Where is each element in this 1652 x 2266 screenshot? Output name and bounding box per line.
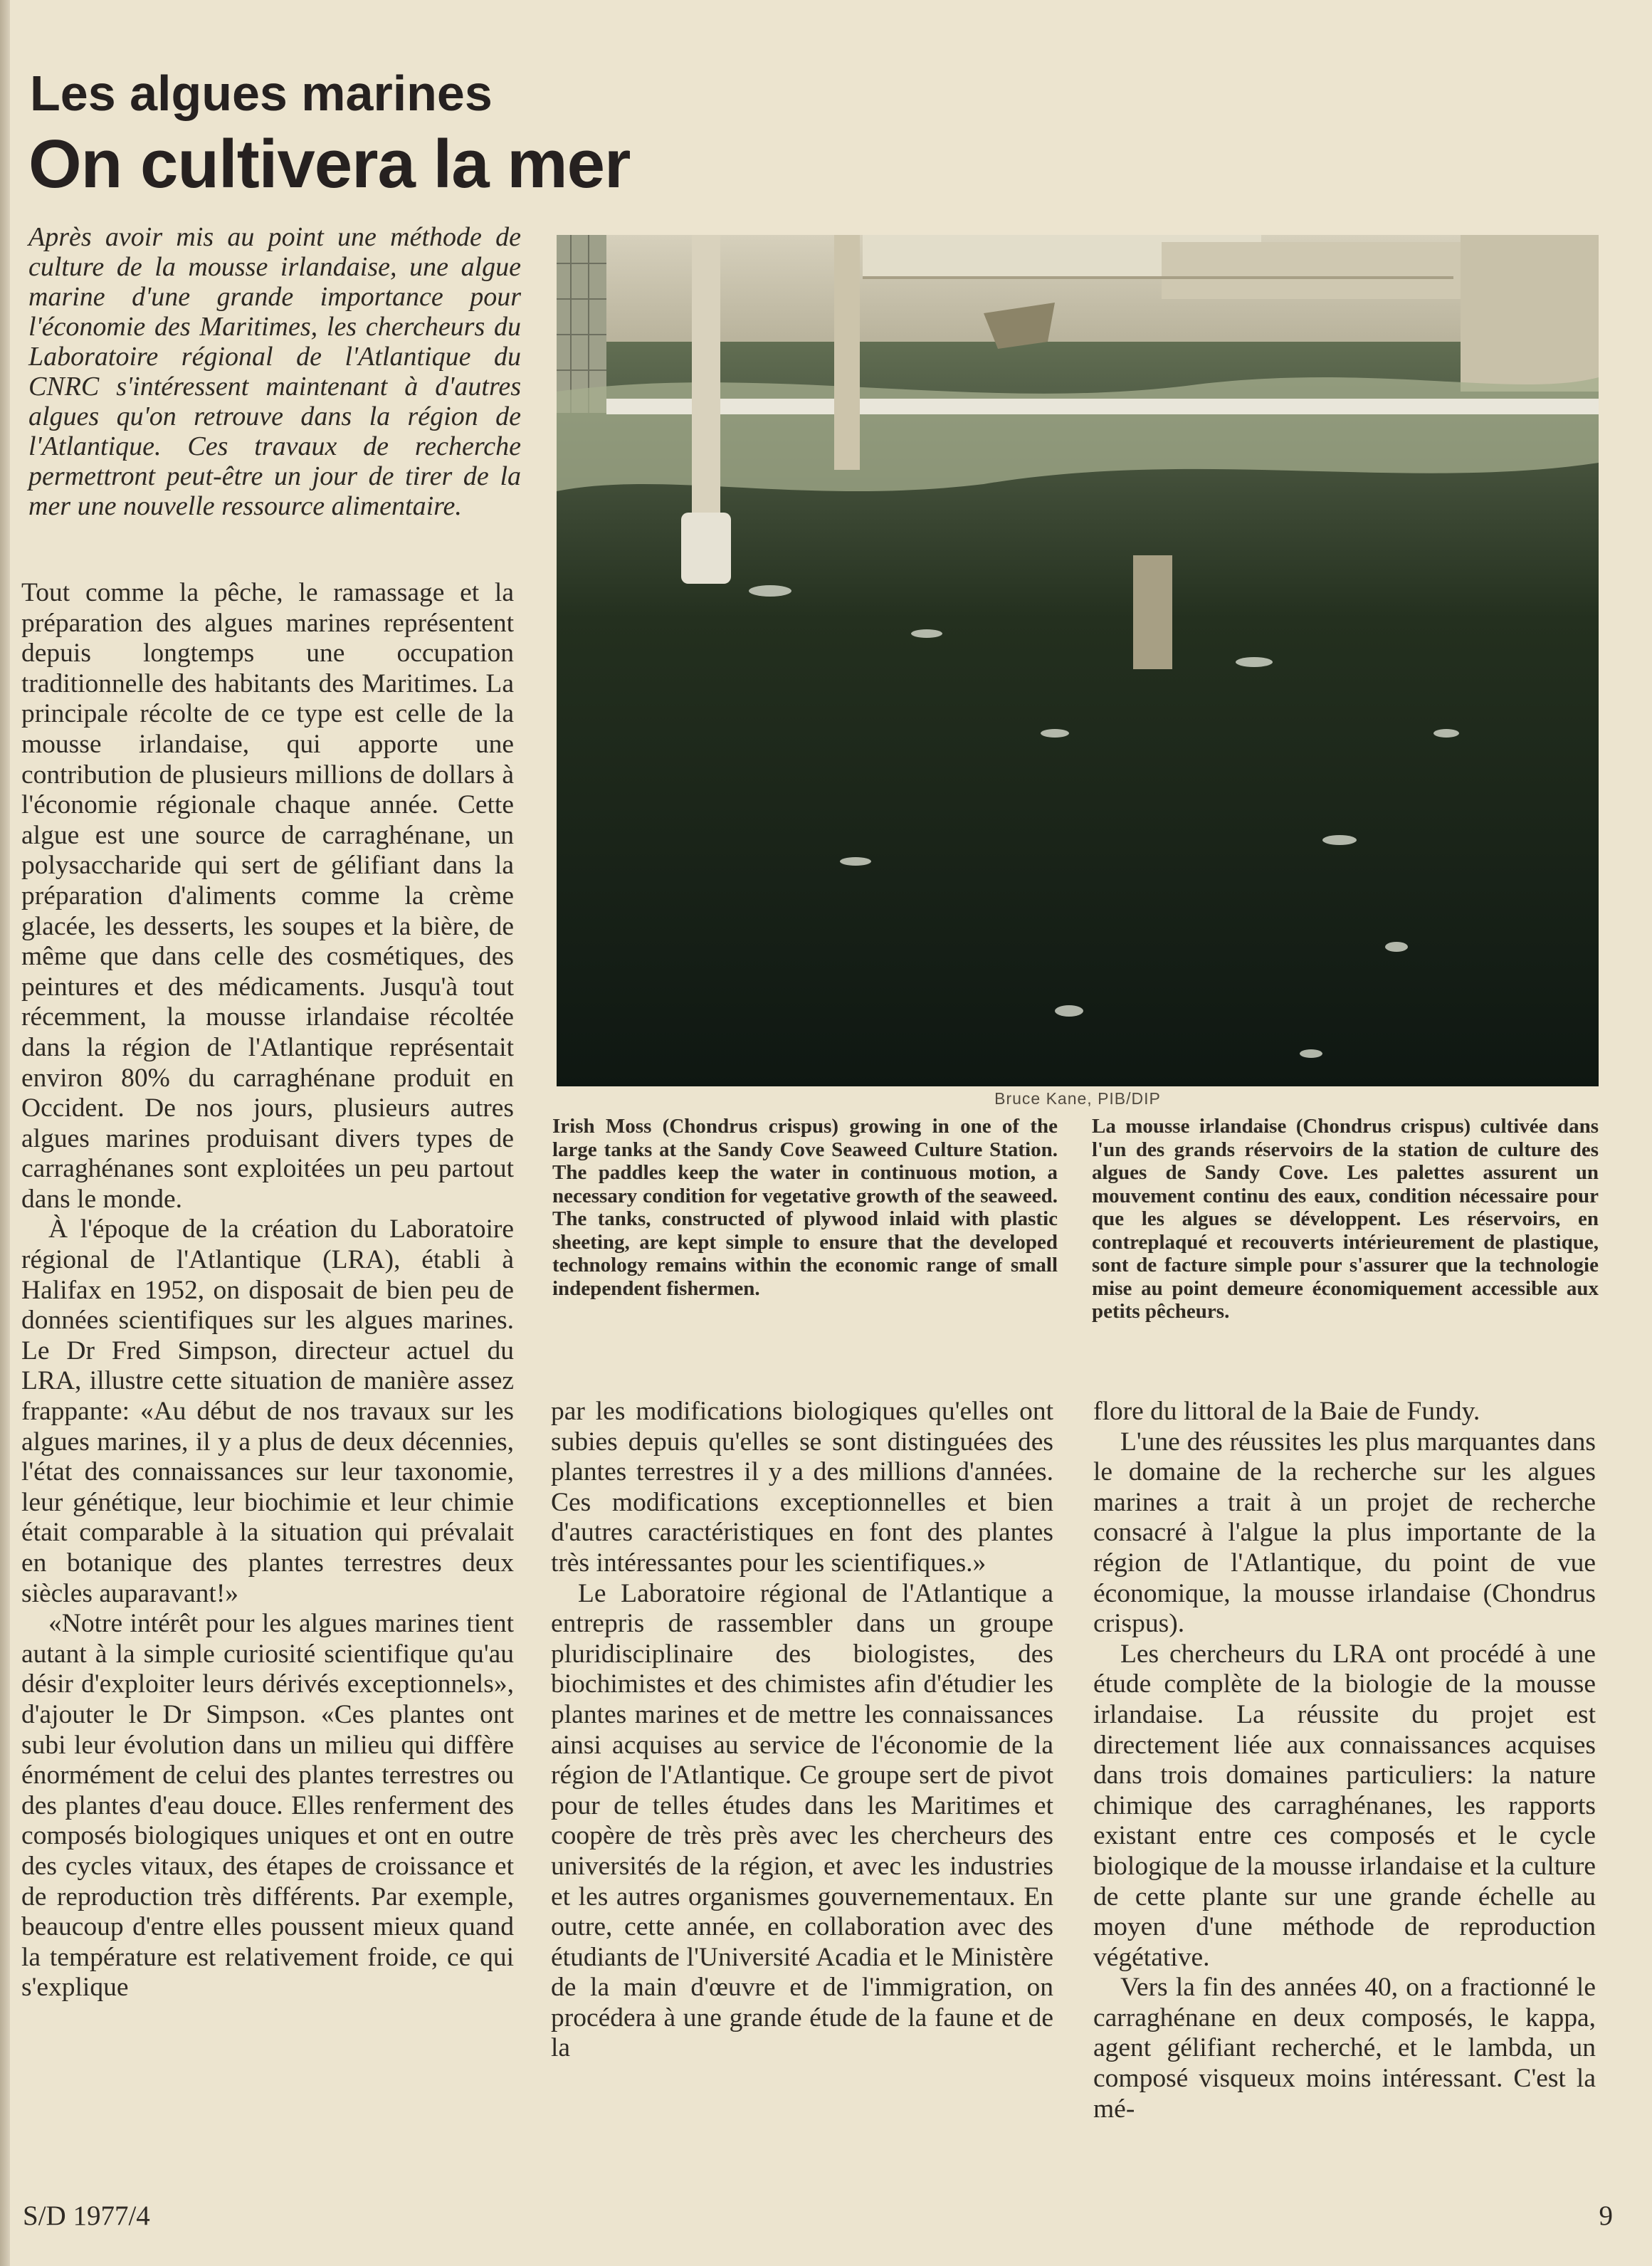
body-paragraph: flore du littoral de la Baie de Fundy. [1093,1397,1480,1426]
photo-credit: Bruce Kane, PIB/DIP [994,1089,1161,1108]
article-intro: Après avoir mis au point une méthode de culture de la mousse irlandaise, une algue marine d'une grande importance pour l'économie des Maritimes, les chercheurs du Laboratoire régional de l'Atlantique du CNRC s'intéressent maintenant à d'autres algues qu'on retrouve dans la région de l'Atlantique. Ces travaux de recherche permettront peut-être un jour de tirer de la mer une nouvelle ressource alimentaire. [28,222,521,521]
page-spine-edge [0,0,10,2266]
page-number: 9 [1599,2201,1613,2231]
photo-caption-french: La mousse irlandaise (Chondrus crispus) cultivée dans l'un des grands réservoirs de la station de culture des algues de Sandy Cove. Les palettes assurent un mouvement continu des eaux, condition nécessaire pour que les algues se développent. Les réservoirs, en contreplaqué et recouverts intérieurement de plastique, sont de facture simple pour s'assurer que la technologie mise au point demeure économiquement accessible aux petits pêcheurs. [1092,1115,1599,1323]
body-paragraph: Tout comme la pêche, le ramassage et la préparation des algues marines représentent depuis longtemps une occupation traditionnelle des habitants des Maritimes. La principale récolte de ce type est celle de la mousse irlandaise, qui apporte une contribution de plusieurs millions de dollars à l'économie régionale chaque année. Cette algue est une source de carraghénane, un polysaccharide qui sert de gélifiant dans la préparation d'aliments comme la crème glacée, les desserts, les soupes et la bière, de même que dans celle des cosmétiques, des peintures et des médicaments. Jusqu'à tout récemment, la mousse irlandaise récoltée dans la région de l'Atlantique représentait environ 80% du carraghénane produit en Occident. De nos jours, plusieurs autres algues marines produisant divers types de carraghénanes sont exploitées un peu partout dans le monde. [21,578,514,1214]
body-paragraph: À l'époque de la création du Laboratoire régional de l'Atlantique (LRA), établi à Halifax en 1952, on disposait de bien peu de données scientifiques sur les algues marines. Le Dr Fred Simpson, directeur actuel du LRA, illustre cette situation de manière assez frappante: «Au début de nos travaux sur les algues marines, il y a plus de deux décennies, l'état des connaissances sur leur taxonomie, leur génétique, leur biochimie et leur chimie était comparable à la situation qui prévalait en botanique des plantes terrestres deux siècles auparavant!» [21,1215,514,1608]
body-column-1 [21,578,514,2003]
body-paragraph: «Notre intérêt pour les algues marines tient autant à la simple curiosité scientifique qu'au désir d'exploiter leurs dérivés exceptionnels», d'ajouter le Dr Simpson. «Ces plantes ont subi leur évolution dans un milieu qui diffère énormément de celui des plantes terrestres ou des plantes d'eau douce. Elles renferment des composés biologiques uniques et ont en outre des cycles vitaux, des étapes de croissance et de reproduction très différents. Par exemple, beaucoup d'entre elles poussent mieux quand la température est relativement froide, ce qui s'explique [21,1609,514,2003]
photo-caption-english: Irish Moss (Chondrus crispus) growing in one of the large tanks at the Sandy Cove Seaweed Culture Station. The paddles keep the water in continuous motion, a necessary condition for vegetative growth of the seaweed. The tanks, constructed of plywood inlaid with plastic sheeting, are kept simple to ensure that the developed technology remains within the economic range of small independent fishermen. [552,1115,1058,1300]
body-column-3 [1093,1397,1596,2124]
body-paragraph: par les modifications biologiques qu'elles ont subies depuis qu'elles se sont distinguées des plantes terrestres il y a des millions d'années. Ces modifications exceptionnelles et bien d'autres caractéristiques en font des plantes très intéressantes pour les scientifiques.» [551,1397,1053,1578]
seaweed-tank-photo [557,235,1599,1086]
body-paragraph: Les chercheurs du LRA ont procédé à une étude complète de la biologie de la mousse irlandaise. La réussite du projet est directement liée aux connaissances acquises dans trois domaines particuliers: la nature chimique des carraghénanes, les rapports existant entre ces composés et le cycle biologique de la mousse irlandaise et la culture de cette plante sur une grande échelle au moyen d'une méthode de reproduction végétative. [1093,1639,1596,1972]
body-paragraph: L'une des réussites les plus marquantes dans le domaine de la recherche sur les algues marines a trait à un projet de recherche consacré à l'algue la plus importante de la région de l'Atlantique, du point de vue économique, la mousse irlandaise (Chondrus crispus). [1093,1427,1596,1639]
body-paragraph: Vers la fin des années 40, on a fractionné le carraghénane en deux composés, le kappa, agent gélifiant recherché, et le lambda, un composé visqueux moins intéressant. C'est la mé- [1093,1973,1596,2124]
article-kicker: Les algues marines [30,65,493,121]
article-headline: On cultivera la mer [28,126,631,202]
body-paragraph: Le Laboratoire régional de l'Atlantique a entrepris de rassembler dans un groupe pluridisciplinaire des biologistes, des biochimistes et des chimistes afin d'étudier les plantes marines et de mettre les connaissances ainsi acquises au service de l'économie de la région de l'Atlantique. Ce groupe sert de pivot pour de telles études dans les Maritimes et coopère de très près avec les chercheurs des universités de la région, et avec les industries et les autres organismes gouvernementaux. En outre, cette année, en collaboration avec des étudiants de l'Université Acadia et le Ministère de la main d'œuvre et de l'immigration, on procédera à une grande étude de la faune et de la [551,1578,1053,2063]
issue-folio: S/D 1977/4 [23,2201,150,2231]
body-column-2 [551,1397,1053,2064]
